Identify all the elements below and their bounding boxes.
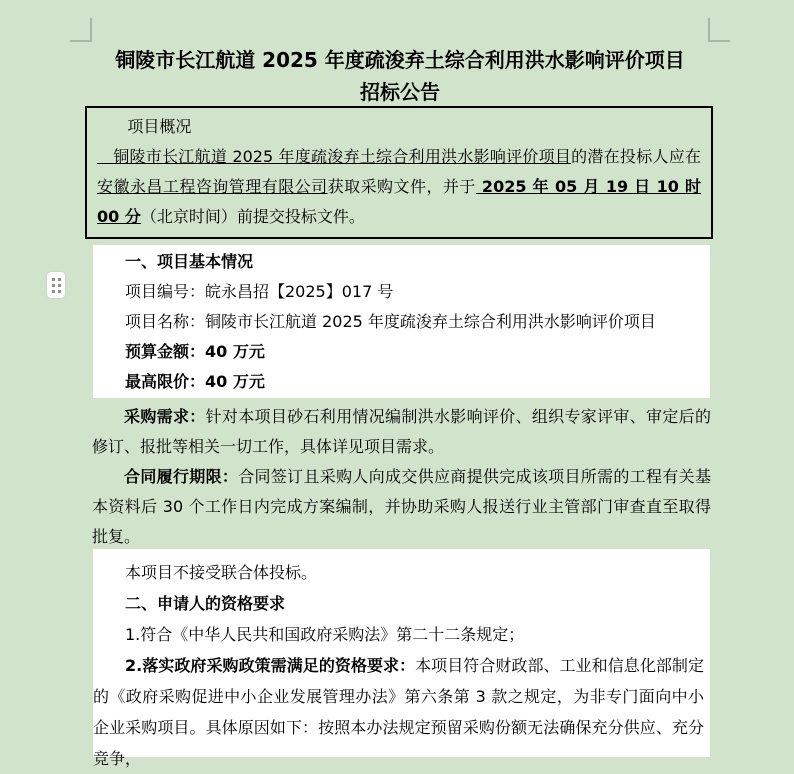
qualification-item2-label: 2.落实政府采购政策需满足的资格要求： <box>125 656 416 675</box>
budget-line[interactable]: 预算金额：40 万元 <box>125 342 265 361</box>
procurement-section[interactable] <box>92 402 711 552</box>
contract-period-label: 合同履行期限： <box>124 467 239 486</box>
block-drag-handle[interactable] <box>47 272 65 298</box>
qualification-item1[interactable]: 1.符合《中华人民共和国政府采购法》第二十二条规定； <box>125 625 525 644</box>
drag-dots-icon <box>52 278 61 293</box>
overview-middle-text: 的潜在投标人应在 <box>571 147 701 166</box>
qualification-item2-text: 本项目符合财政部、工业和信息化部制定的《政府采购促进中小企业发展管理办法》第六条第 3 款之规定，为非专门面向中小企业采购项目。具体原因如下：按照本办法规定预留采购份额无法确保充分供应、充分竞争， <box>93 656 704 768</box>
project-number-line[interactable]: 项目编号：皖永昌招【2025】017 号 <box>125 282 394 301</box>
page-margin-marker-top-left-icon <box>70 18 92 42</box>
max-price-line[interactable]: 最高限价：40 万元 <box>125 372 265 391</box>
project-overview-box[interactable] <box>85 106 713 239</box>
project-name-line[interactable]: 项目名称：铜陵市长江航道 2025 年度疏浚弃土综合利用洪水影响评价项目 <box>125 312 656 331</box>
overview-heading[interactable]: 项目概况 <box>127 117 192 136</box>
document-title-line1: 铜陵市长江航道 2025 年度疏浚弃土综合利用洪水影响评价项目 <box>115 48 685 72</box>
basic-info-block[interactable] <box>93 245 710 398</box>
qualification-block[interactable] <box>93 549 710 768</box>
procurement-demand-paragraph[interactable] <box>92 402 711 462</box>
qualification-item2[interactable] <box>93 650 704 774</box>
document-title[interactable] <box>88 44 712 108</box>
qualification-heading[interactable]: 二、申请人的资格要求 <box>125 594 286 613</box>
overview-deadline: 2025 年 05 月 19 日 10 时 00 分 <box>97 177 701 226</box>
overview-agency-name: 安徽永昌工程咨询管理有限公司 <box>97 177 328 196</box>
page-margin-marker-top-right-icon <box>708 18 730 42</box>
overview-obtain-text: 获取采购文件，并于 <box>327 177 476 196</box>
basic-info-heading[interactable]: 一、项目基本情况 <box>125 252 254 271</box>
no-consortium-line[interactable]: 本项目不接受联合体投标。 <box>125 563 318 582</box>
overview-project-name: 铜陵市长江航道 2025 年度疏浚弃土综合利用洪水影响评价项目 <box>97 147 572 166</box>
contract-period-paragraph[interactable] <box>92 462 711 552</box>
document-title-line2: 招标公告 <box>360 80 440 104</box>
overview-paragraph[interactable] <box>97 142 701 232</box>
procurement-demand-text: 针对本项目砂石利用情况编制洪水影响评价、组织专家评审、审定后的修订、报批等相关一切工作，具体详见项目需求。 <box>92 407 711 456</box>
contract-period-text: 合同签订且采购人向成交供应商提供完成该项目所需的工程有关基本资料后 30 个工作日内完成方案编制，并协助采购人报送行业主管部门审查直至取得批复。 <box>92 467 711 546</box>
overview-tail-text: （北京时间）前提交投标文件。 <box>140 207 365 226</box>
procurement-demand-label: 采购需求： <box>124 407 206 426</box>
